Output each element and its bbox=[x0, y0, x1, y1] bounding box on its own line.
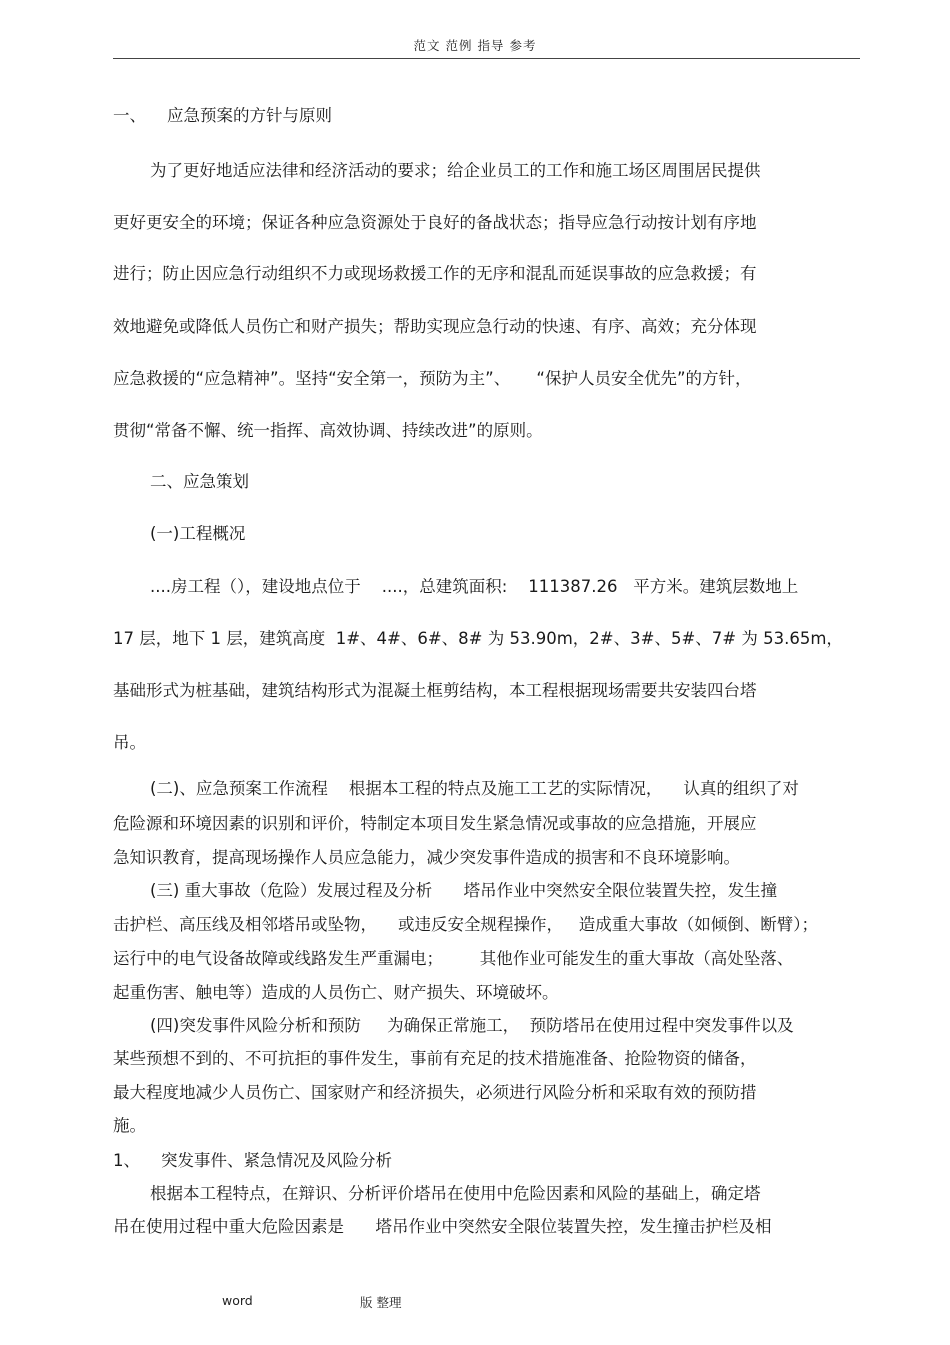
text-line: 更好更安全的环境；保证各种应急资源处于良好的备战状态；指导应急行动按计划有序地 bbox=[113, 213, 757, 232]
text-line: 某些预想不到的、不可抗拒的事件发生，事前有充足的技术措施准备、抢险物资的储备， bbox=[113, 1049, 757, 1068]
footer-right: 版 整理 bbox=[360, 1295, 402, 1310]
text-line: 运行中的电气设备故障或线路发生严重漏电； 其他作业可能发生的重大事故（高处坠落、 bbox=[113, 949, 794, 968]
text-line: (一)工程概况 bbox=[150, 524, 246, 543]
text-line: 吊。 bbox=[113, 733, 146, 752]
text-line: 最大程度地减少人员伤亡、国家财产和经济损失，必须进行风险分析和采取有效的预防措 bbox=[113, 1083, 757, 1102]
text-line: 急知识教育，提高现场操作人员应急能力，减少突发事件造成的损害和不良环境影响。 bbox=[113, 848, 740, 867]
text-line: 一、 应急预案的方针与原则 bbox=[113, 106, 332, 125]
text-line: 进行；防止因应急行动组织不力或现场救援工作的无序和混乱而延误事故的应急救援；有 bbox=[113, 264, 757, 283]
text-line: (四)突发事件风险分析和预防 为确保正常施工， 预防塔吊在使用过程中突发事件以及 bbox=[150, 1016, 794, 1035]
text-line: (三) 重大事故（危险）发展过程及分析 塔吊作业中突然安全限位装置失控，发生撞 bbox=[150, 881, 778, 900]
text-line: 二、应急策划 bbox=[150, 472, 249, 491]
text-line: 基础形式为桩基础，建筑结构形式为混凝土框剪结构，本工程根据现场需要共安装四台塔 bbox=[113, 681, 757, 700]
footer-left: word bbox=[222, 1293, 253, 1308]
text-line: 为了更好地适应法律和经济活动的要求；给企业员工的工作和施工场区周围居民提供 bbox=[150, 161, 761, 180]
text-line: 1、 突发事件、紧急情况及风险分析 bbox=[113, 1151, 392, 1170]
text-line: 应急救援的“应急精神”。坚持“安全第一，预防为主”、 “保护人员安全优先”的方针， bbox=[113, 369, 752, 388]
text-line: 起重伤害、触电等）造成的人员伤亡、财产损失、环境破坏。 bbox=[113, 983, 559, 1002]
text-line: 贯彻“常备不懈、统一指挥、高效协调、持续改进”的原则。 bbox=[113, 421, 543, 440]
header-rule bbox=[113, 58, 860, 59]
text-line: (二)、应急预案工作流程 根据本工程的特点及施工工艺的实际情况， 认真的组织了对 bbox=[150, 779, 799, 798]
text-line: ....房工程（），建设地点位于 ....，总建筑面积: 111387.26 平方米。建筑层数地上 bbox=[150, 577, 799, 596]
page-header: 范文 范例 指导 参考 bbox=[413, 38, 537, 53]
text-line: 效地避免或降低人员伤亡和财产损失；帮助实现应急行动的快速、有序、高效；充分体现 bbox=[113, 317, 757, 336]
text-line: 17 层，地下 1 层，建筑高度 1#、4#、6#、8# 为 53.90m，2#、3#、5#、7# 为 53.65m， bbox=[113, 629, 843, 648]
text-line: 危险源和环境因素的识别和评价，特制定本项目发生紧急情况或事故的应急措施，开展应 bbox=[113, 814, 757, 833]
text-line: 施。 bbox=[113, 1116, 146, 1135]
text-line: 根据本工程特点，在辩识、分析评价塔吊在使用中危险因素和风险的基础上，确定塔 bbox=[150, 1184, 761, 1203]
text-line: 吊在使用过程中重大危险因素是 塔吊作业中突然安全限位装置失控，发生撞击护栏及相 bbox=[113, 1217, 772, 1236]
text-line: 击护栏、高压线及相邻塔吊或坠物， 或违反安全规程操作， 造成重大事故（如倾倒、断臂）； bbox=[113, 915, 818, 934]
